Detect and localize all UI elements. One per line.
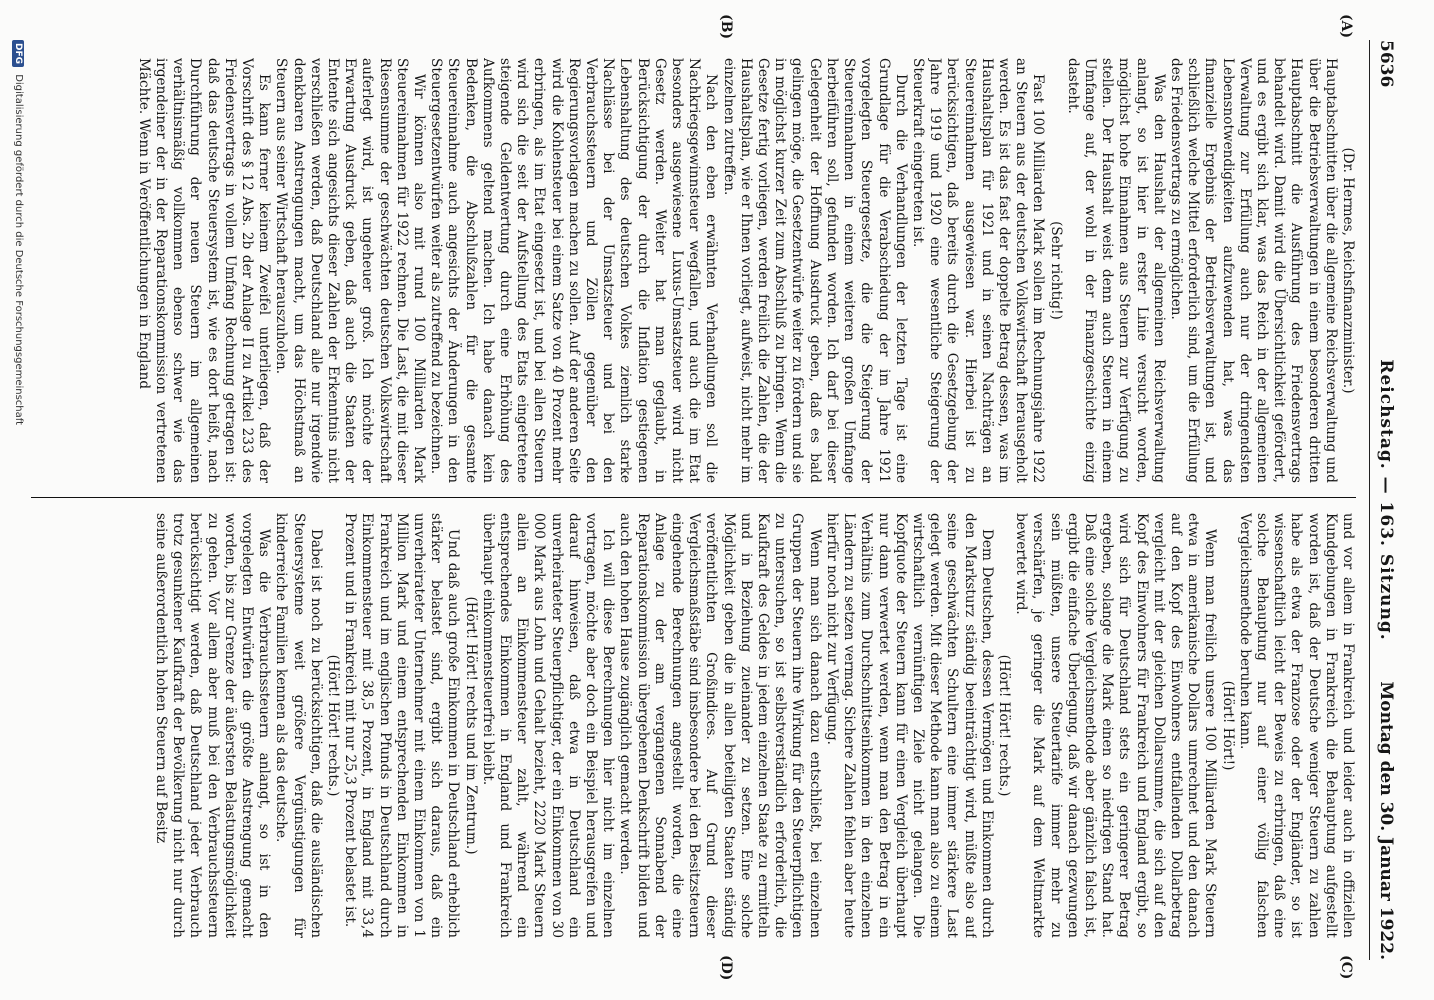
- paragraph: Wenn man sich danach dazu entschließt, bei einzelnen Gruppen der Steuern ihre Wirkung für den Steuerpflichtigen zu untersuchen, so ist selbstverständlich erforderlich, die Kaufkraft des Geldes in jedem einzelnen Staate zu ermitteln und in Beziehung zueinander zu setzen. Eine solche Möglichkeit geben die in allen beteiligten Staaten ständig veröffentlichten Großindices. Auf Grund dieser Vergleichsmaßstäbe sind insbesondere bei den Besitzsteuern eingehende Berechnungen angestellt worden, die eine Anlage zu der am vergangenen Sonnabend der Reparationskommission übergebenen Denkschrift bilden und auch den hohen Hause zugänglich gemacht werden.: [617, 513, 823, 938]
- paragraph: und vor allem in Frankreich und leider auch in offiziellen Kundgebungen in Frankreich die Behauptung aufgestellt worden ist, daß der Deutsche weniger Steuern zu zahlen habe als etwa der Franzose oder der Engländer, so ist wissenschaftlich leicht der Beweis zu erbringen, daß eine solche Behauptung nur auf einer völlig falschen Vergleichsmethode beruhen kann.: [1236, 513, 1356, 938]
- margin-mark-a: (A): [1338, 14, 1354, 39]
- page-title: Reichstag. — 163. Sitzung.: [1376, 359, 1396, 641]
- paragraph: Es kann ferner keinem Zweifel unterliegen, daß der Vorschrift des § 12 Abs. 2b der Anlage II zu Artikel 233 des Friedensvertrags in vollem Umfang Rechnung getragen ist: daß das deutsche Steuersystem ist, wie es dort heißt, nach Durchführung der neuen Steuern im allgemeinen verhältnismäßig vollkommen ebenso schwer wie das irgendeiner der in der Reparationskommission vertretenen Mächte. Wenn in Veröffentlichungen in England: [135, 58, 273, 483]
- left-column: [31, 58, 1356, 483]
- interjection: (Hört! Hört! rechts und im Zentrum.): [462, 596, 479, 855]
- paragraph: Und daß auch große Einkommen in Deutschland erheblich stärker belastet sind, ergibt sich daraus, daß ein unverheirateter Unternehmer mit einem Einkommen von 1 Million Mark und einem entsprechenden Einkommen in Frankreich und im englischen Pfunds in Deutschland durch Einkommensteuer mit 38,5 Prozent, in England mit 33,4 Prozent und in Frankreich mit nur 25,3 Prozent belastet ist.: [342, 513, 462, 938]
- paragraph: Durch die Verhandlungen der letzten Tage ist eine Grundlage für die Verabschiedung der im Jahre 1921 vorgelegten Steuergesetze, die die Steigerung der Steuereinnahmen in einem weiteren großen Umfange herbeiführen soll, gefunden worden. Ich darf bei dieser Gelegenheit der Hoffnung Ausdruck geben, daß es bald gelingen möge, die Gesetzentwürfe weiter zu fördern und sie in möglichst kurzer Zeit zum Abschluß zu bringen. Wenn die Gesetze fertig vorliegen, werden freilich die Zahlen, die der Haushaltsplan, wie er Ihnen vorliegt, aufweist, nicht mehr im einzelnen zutreffen.: [720, 58, 909, 483]
- paragraph: Hauptabschnitten über die allgemeine Reichsverwaltung und über die Betriebsverwaltungen in einem besonderen dritten Hauptabschnitt die Ausführung des Friedensvertrags behandelt wird. Damit wird die Übersichtlichkeit gefördert, und es ergibt sich klar, was das Reich in der allgemeinen Verwaltung zur Erfüllung auch nur der dringendsten Lebensnotwendigkeiten aufzuwenden hat, was das finanzielle Ergebnis der Betriebsverwaltungen ist, und schließlich welche Mittel erforderlich sind, um die Erfüllung des Friedensvertrags zu ermöglichen.: [1167, 58, 1339, 483]
- paragraph: Dabei ist noch zu berücksichtigen, daß die ausländischen Steuersysteme weit größere Vergünstigungen für kinderreiche Familien kennen als das deutsche.: [273, 513, 324, 938]
- paragraph: Dem Deutschen, dessen Vermögen und Einkommen durch den Marksturz ständig beeinträchtigt wird, müßte also auf seine geschwächten Schultern eine immer stärkere Last gelegt werden. Mit dieser Methode kann man also zu einem wirtschaftlich vernünftigen Ziele nicht gelangen. Die Kopfquote der Steuern kann für einen Vergleich überhaupt nur dann verwertet werden, wenn man den Betrag in ein Verhältnis zum Durchschnittseinkommen in den einzelnen Ländern zu setzen vermag. Sichere Zahlen fehlen aber heute hierfür noch nicht zur Verfügung.: [823, 513, 995, 938]
- paragraph: Ich will diese Berechnungen hier nicht im einzelnen vortragen, möchte aber doch ein Beispiel herausgreifen und darauf hinweisen, daß etwa in Deutschland ein unverheirateter Steuerpflichtiger, der ein Einkommen von 30 000 Mark aus Lohn und Gehalt bezieht, 2220 Mark Steuern allein an Einkommensteuer zahlt, während ein entsprechendes Einkommen in England und Frankreich überhaupt einkommensteuerfrei bleibt.: [479, 513, 617, 938]
- paragraph: Fast 100 Milliarden Mark sollen im Rechnungsjahre 1922 an Steuern aus der deutschen Volkswirtschaft herausgeholt werden. Es ist das fast der doppelte Betrag dessen, was im Haushaltsplan für 1921 und in seinen Nachträgen an Steuereinnahmen ausgewiesen war. Hierbei ist zu berücksichtigen, daß bereits durch die Gesetzgebung der Jahre 1919 und 1920 eine wesentliche Steigerung der Steuerkraft eingetreten ist.: [909, 58, 1047, 483]
- paragraph: Nach den eben erwähnten Verhandlungen soll die Nachkriegsgewinnsteuer wegfallen, und auch die im Etat besonders ausgewiesene Luxus-Umsatzsteuer wird nicht Gesetz werden. Weiter hat man geglaubt, in Berücksichtigung der durch die Inflation gestiegenen Lebenshaltung des deutschen Volkes ziemlich starke Nachlässe bei der Umsatzsteuer und bei den Verbrauchssteuern und Zöllen gegenüber den Regierungsvorlagen machen zu sollen. Auf der anderen Seite wird die Kohlensteuer bei einem Satze von 40 Prozent mehr erbringen, als im Etat eingesetzt ist, und bei allen Steuern wird sich die seit der Aufstellung des Etats eingetretene steigende Geldentwertung durch eine Erhöhung des Aufkommens geltend machen. Ich habe danach kein Bedenken, die Abschlußzahlen für die gesamte Steuereinnahme auch angesichts der Änderungen in den Steuergesetzentwürfen weiter als zutreffend zu bezeichnen.: [428, 58, 720, 483]
- column-divider: [31, 497, 1356, 498]
- margin-mark-c: (C): [1338, 955, 1354, 980]
- paragraph: Was die Verbrauchssteuern anlangt, so ist in den vorgelegten Entwürfen die größte Anstrengung gemacht worden, bis zur Grenze der äußersten Belastungsmöglichkeit zu gehen. Vor allem aber muß bei den Verbrauchssteuern berücksichtigt werden, daß Deutschland jeder Verbrauch trotz gesunkener Kaufkraft der Bevölkerung nicht nur durch seine außerordentlich hohen Steuern auf Besitz: [152, 513, 273, 938]
- right-column: [31, 513, 1356, 938]
- interjection: (Hört! Hört! rechts.): [325, 654, 342, 797]
- margin-mark-b: (B): [718, 14, 734, 40]
- interjection: (Hört! Hört! rechts.): [995, 654, 1012, 797]
- page-header: [1369, 40, 1400, 960]
- dfg-logo: DFG: [12, 40, 24, 67]
- session-date: Montag den 30. Januar 1922.: [1376, 681, 1396, 960]
- paragraph: Wir können also mit rund 100 Milliarden Mark Steuereinnahmen für 1922 rechnen. Die Last, die mit dieser Riesensumme der geschwächten deutschen Volkswirtschaft auferlegt wird, ist ungeheuer groß. Ich möchte der Erwartung Ausdruck geben, daß auch die Staaten der Entente sich angesichts dieser Zahlen der Erkenntnis nicht verschließen werden, daß Deutschland alle nur irgendwie denkbaren Anstrengungen macht, um das Höchstmaß an Steuern aus seiner Wirtschaft herauszuholen.: [273, 58, 428, 483]
- interjection: (Sehr richtig!): [1047, 221, 1064, 320]
- digitization-footer: [12, 40, 24, 960]
- interjection: (Hört! Hört!): [1219, 680, 1236, 771]
- margin-mark-d: (D): [718, 955, 734, 981]
- speaker-line: (Dr. Hermes, Reichsfinanzminister.): [1340, 147, 1356, 394]
- paragraph: Was den Haushalt der allgemeinen Reichsverwaltung anlangt, so ist hier in erster Linie versucht worden, möglichst hohe Einnahmen aus Steuern zur Verfügung zu stellen. Der Haushalt weist denn auch Steuern in einem Umfange auf, der wohl in der Finanzgeschichte einzig dasteht.: [1064, 58, 1167, 483]
- digitization-note: Digitalisierung gefördert durch die Deutsche Forschungsgemeinschaft: [13, 74, 24, 426]
- paragraph: Wenn man freilich unsere 100 Milliarden Mark Steuern etwa in amerikanische Dollars umrechnet und den danach auf den Kopf des Einwohners entfallenden Dollarbetrag vergleicht mit der gleichen Dollarsumme, die sich auf den Kopf des Einwohners für Frankreich und England ergibt, so wird sich für Deutschland stets ein geringerer Betrag ergeben, solange die Mark einen so niedrigen Stand hat. Daß eine solche Vergleichsmethode aber gänzlich falsch ist, ergibt die einfache Überlegung, daß wir danach gezwungen sein müßten, unsere Steuertarife immer mehr zu verschärfen, je geringer die Mark auf dem Weltmarkte bewertet wird.: [1013, 513, 1219, 938]
- page-number: 5636: [1376, 40, 1396, 88]
